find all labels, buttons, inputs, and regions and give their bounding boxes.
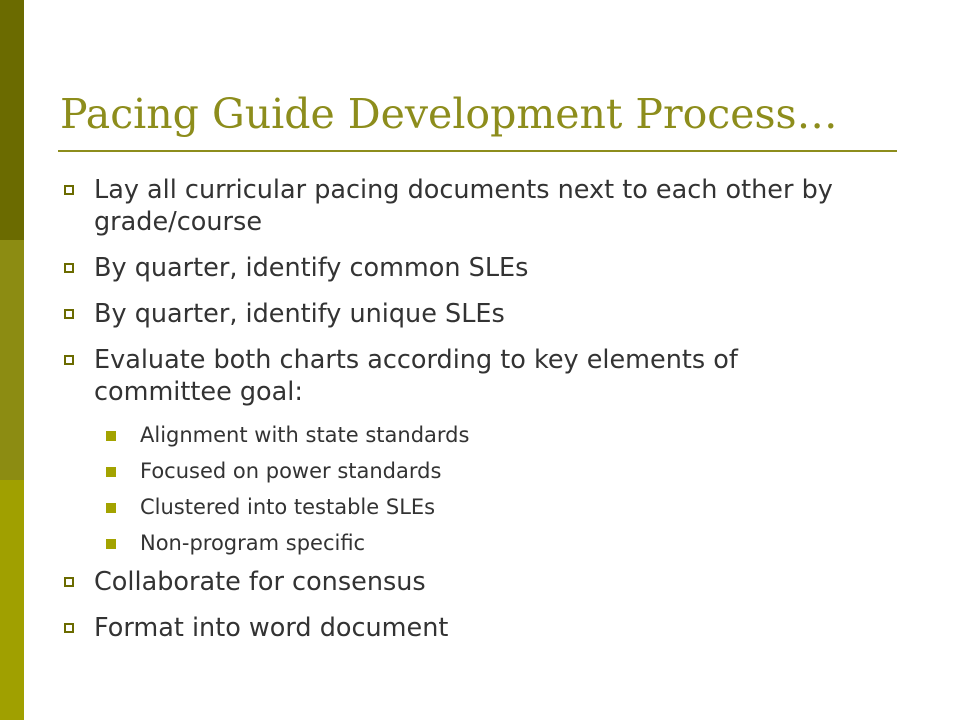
bullet-text: Format into word document bbox=[94, 613, 449, 643]
hollow-square-bullet-icon bbox=[64, 309, 74, 319]
sub-bullet-item bbox=[94, 458, 880, 484]
bullet-text: Evaluate both charts according to key elements of committee goal: bbox=[94, 345, 738, 407]
sidebar-accent-bottom bbox=[0, 480, 24, 720]
filled-square-bullet-icon bbox=[106, 503, 116, 513]
title-divider bbox=[58, 150, 897, 152]
filled-square-bullet-icon bbox=[106, 467, 116, 477]
sidebar-accent-middle bbox=[0, 240, 24, 480]
sub-bullet-text: Alignment with state standards bbox=[140, 423, 470, 447]
bullet-list bbox=[60, 174, 880, 658]
bullet-item bbox=[60, 298, 880, 330]
sub-bullet-item bbox=[94, 494, 880, 520]
bullet-text: Collaborate for consensus bbox=[94, 567, 426, 597]
hollow-square-bullet-icon bbox=[64, 577, 74, 587]
hollow-square-bullet-icon bbox=[64, 623, 74, 633]
bullet-item bbox=[60, 174, 880, 238]
bullet-text: By quarter, identify common SLEs bbox=[94, 253, 529, 283]
sub-bullet-text: Clustered into testable SLEs bbox=[140, 495, 436, 519]
sub-bullet-text: Non-program specific bbox=[140, 531, 366, 555]
hollow-square-bullet-icon bbox=[64, 355, 74, 365]
bullet-text: By quarter, identify unique SLEs bbox=[94, 299, 505, 329]
hollow-square-bullet-icon bbox=[64, 263, 74, 273]
filled-square-bullet-icon bbox=[106, 431, 116, 441]
bullet-item bbox=[60, 252, 880, 284]
hollow-square-bullet-icon bbox=[64, 185, 74, 195]
bullet-item bbox=[60, 566, 880, 598]
sub-bullet-item bbox=[94, 530, 880, 556]
bullet-item bbox=[60, 344, 880, 556]
sidebar-accent-top bbox=[0, 0, 24, 240]
sub-bullet-list bbox=[94, 422, 880, 556]
bullet-item bbox=[60, 612, 880, 644]
bullet-text: Lay all curricular pacing documents next to each other by grade/course bbox=[94, 175, 833, 237]
filled-square-bullet-icon bbox=[106, 539, 116, 549]
sub-bullet-item bbox=[94, 422, 880, 448]
slide-title: Pacing Guide Development Process… bbox=[60, 90, 838, 138]
sub-bullet-text: Focused on power standards bbox=[140, 459, 442, 483]
